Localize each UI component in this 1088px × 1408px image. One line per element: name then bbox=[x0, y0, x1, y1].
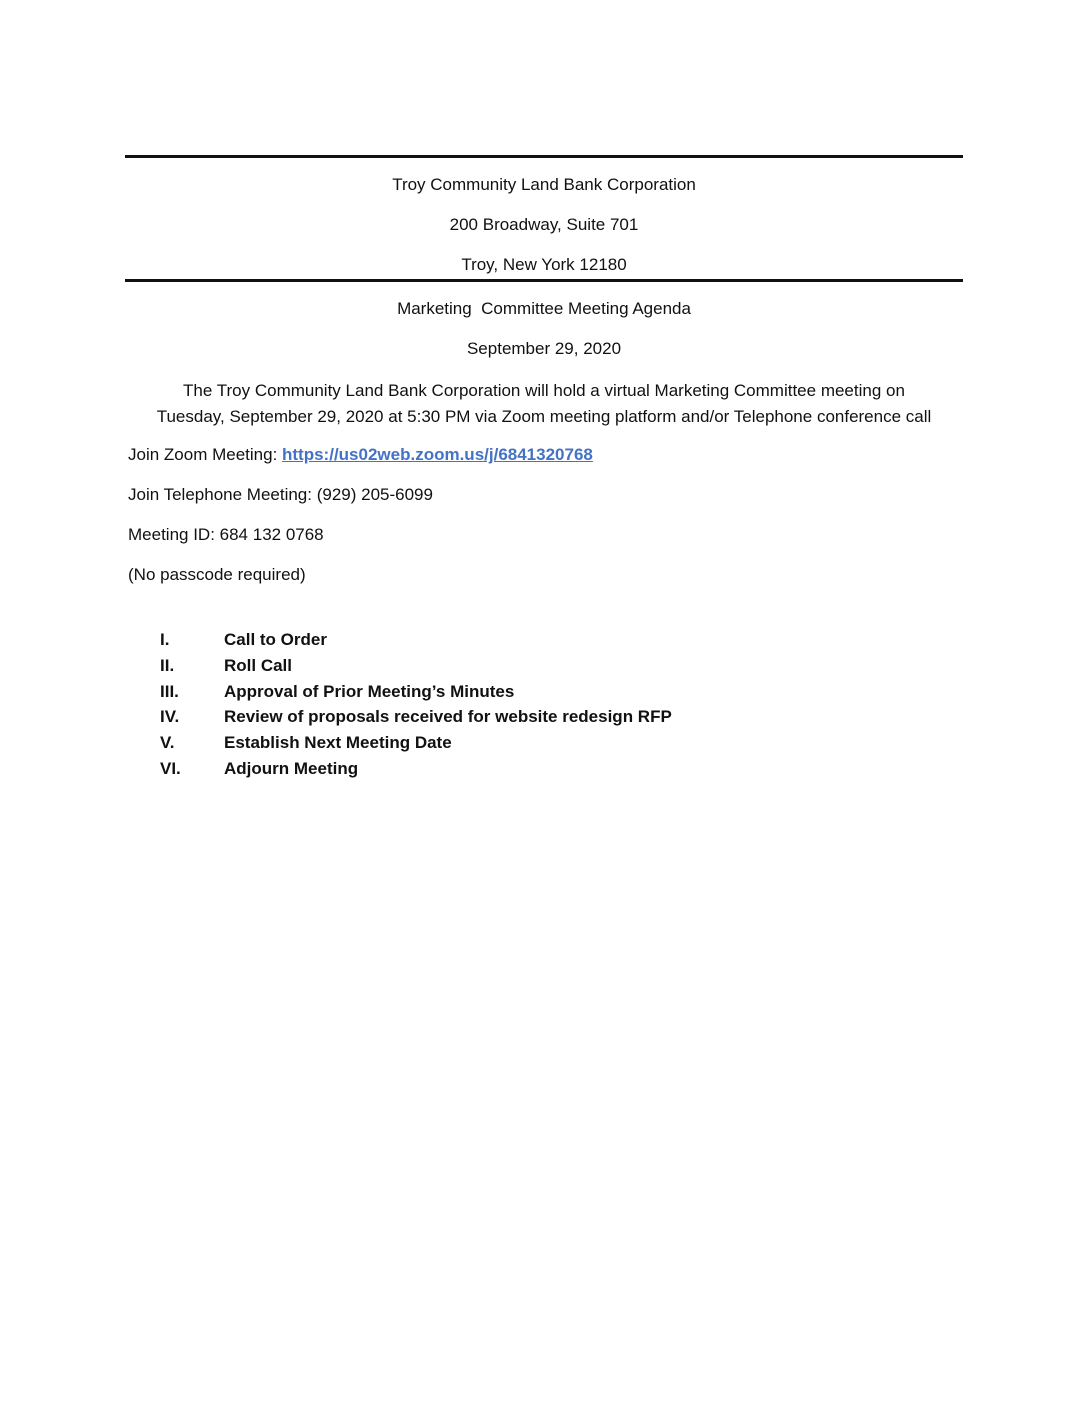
header-bottom-rule bbox=[125, 279, 963, 282]
agenda-item-text: Roll Call bbox=[224, 655, 293, 675]
agenda-item-number: II. bbox=[160, 655, 175, 675]
telephone-meeting-line: Join Telephone Meeting: (929) 205-6099 bbox=[128, 485, 433, 504]
meeting-date: September 29, 2020 bbox=[466, 339, 622, 358]
zoom-meeting-label: Join Zoom Meeting: bbox=[128, 445, 283, 464]
agenda-item-number: V. bbox=[160, 733, 175, 753]
header-top-rule bbox=[125, 155, 963, 158]
meeting-intro-line-1: The Troy Community Land Bank Corporation will hold a virtual Marketing Committee meeting on bbox=[183, 381, 905, 400]
agenda-item-text: Approval of Prior Meeting’s Minutes bbox=[224, 681, 515, 701]
meeting-intro bbox=[118, 378, 970, 430]
agenda-item-text: Call to Order bbox=[224, 630, 327, 649]
meeting-intro-line-2: Tuesday, September 29, 2020 at 5:30 PM via Zoom meeting platform and/or Telephone conference call bbox=[156, 407, 932, 426]
passcode-note: (No passcode required) bbox=[128, 565, 306, 584]
meeting-id-line: Meeting ID: 684 132 0768 bbox=[128, 525, 324, 544]
agenda-item-number: I. bbox=[160, 630, 170, 649]
organization-address: 200 Broadway, Suite 701 bbox=[449, 215, 639, 234]
agenda-item-number: III. bbox=[160, 681, 179, 701]
meeting-title bbox=[125, 298, 963, 320]
meeting-title-text: Marketing Committee Meeting Agenda bbox=[397, 299, 691, 318]
zoom-meeting-line bbox=[128, 444, 593, 466]
organization-city: Troy, New York 12180 bbox=[461, 255, 627, 274]
zoom-meeting-link[interactable]: https://us02web.zoom.us/j/6841320768 bbox=[282, 445, 593, 464]
agenda-item-text: Establish Next Meeting Date bbox=[224, 733, 452, 753]
agenda-item-number: IV. bbox=[160, 707, 180, 727]
agenda-item-text: Adjourn Meeting bbox=[224, 758, 359, 778]
agenda-item-text: Review of proposals received for website redesign RFP bbox=[224, 707, 672, 727]
organization-name: Troy Community Land Bank Corporation bbox=[392, 175, 696, 194]
agenda-item-number: VI. bbox=[160, 758, 181, 778]
